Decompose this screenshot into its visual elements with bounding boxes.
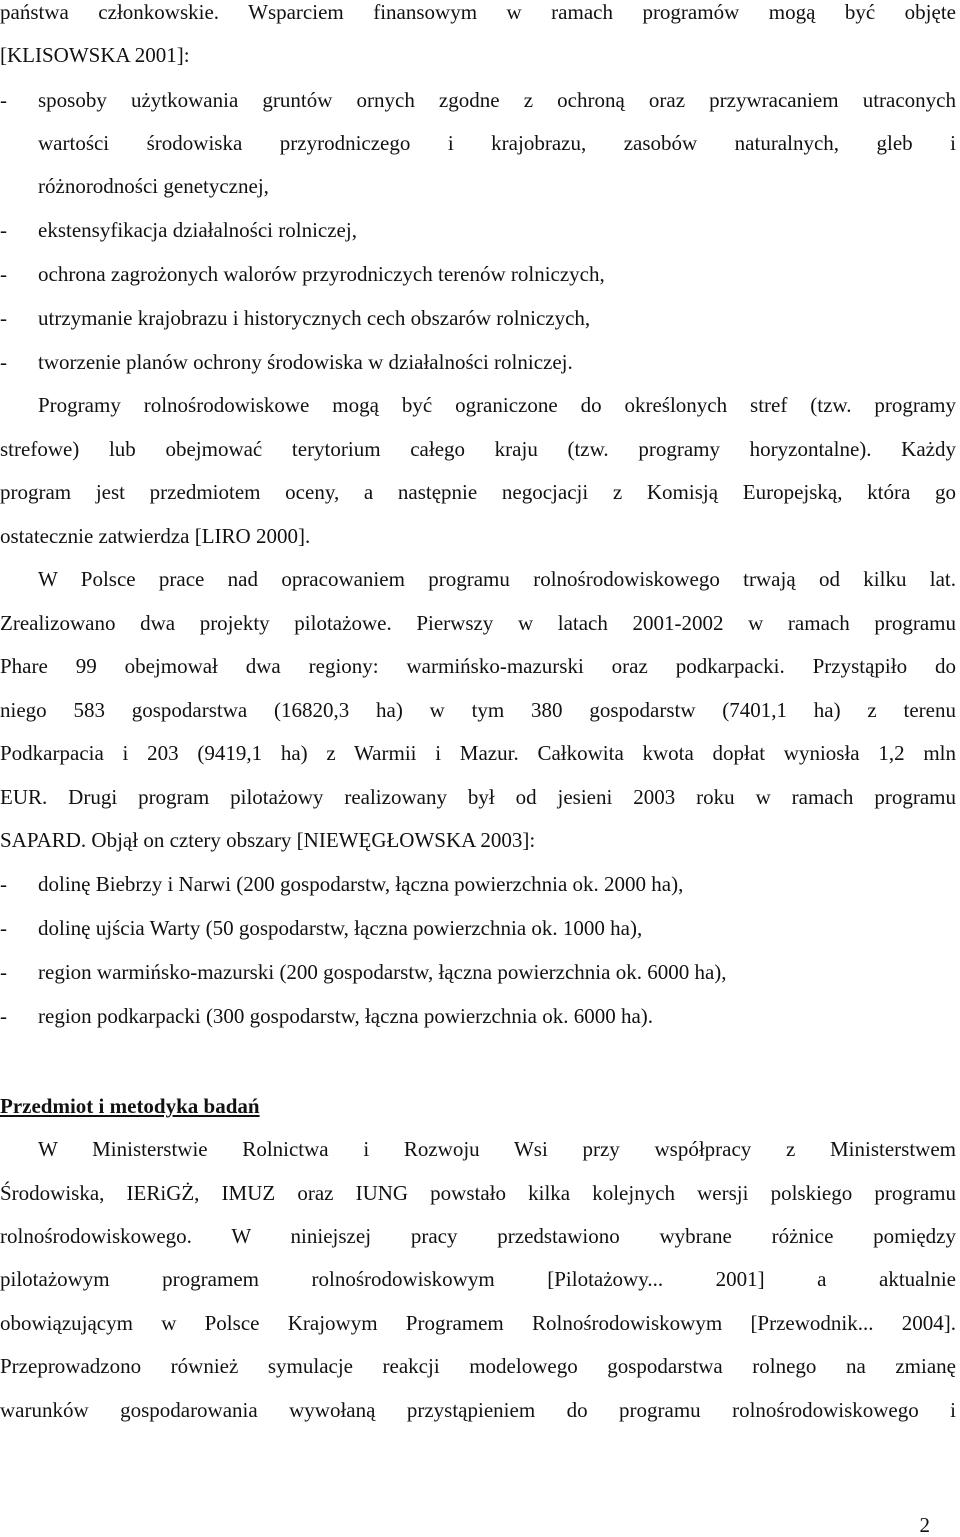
poland-line-3: Phare 99 obejmował dwa regiony: warmińsko-mazurski oraz podkarpacki. Przystąpiło do bbox=[0, 654, 956, 678]
area-list-item: dolinę ujścia Warty (50 gospodarstw, łączna powierzchnia ok. 1000 ha), bbox=[38, 916, 643, 940]
programs-line-4: ostatecznie zatwierdza [LIRO 2000]. bbox=[0, 524, 311, 548]
poland-line-5: Podkarpacia i 203 (9419,1 ha) z Warmii i Mazur. Całkowita kwota dopłat wyniosła 1,2 mln bbox=[0, 741, 956, 765]
list-bullet: - bbox=[0, 350, 7, 374]
list-item-line: ekstensyfikacja działalności rolniczej, bbox=[38, 218, 357, 242]
intro-line-1: państwa członkowskie. Wsparciem finansowym w ramach programów mogą być objęte bbox=[0, 0, 956, 24]
area-list-item: dolinę Biebrzy i Narwi (200 gospodarstw, łączna powierzchnia ok. 2000 ha), bbox=[38, 872, 684, 896]
list-bullet: - bbox=[0, 916, 7, 940]
list-bullet: - bbox=[0, 1004, 7, 1028]
method-line-1: W Ministerstwie Rolnictwa i Rozwoju Wsi przy współpracy z Ministerstwem bbox=[38, 1137, 956, 1161]
list-item-line: tworzenie planów ochrony środowiska w działalności rolniczej. bbox=[38, 350, 573, 374]
section-heading: Przedmiot i metodyka badań bbox=[0, 1094, 260, 1118]
list-bullet: - bbox=[0, 960, 7, 984]
list-item-line: wartości środowiska przyrodniczego i krajobrazu, zasobów naturalnych, gleb i bbox=[38, 131, 956, 155]
intro-line-2: [KLISOWSKA 2001]: bbox=[0, 43, 190, 67]
poland-line-2: Zrealizowano dwa projekty pilotażowe. Pierwszy w latach 2001-2002 w ramach programu bbox=[0, 611, 956, 635]
area-list-item: region podkarpacki (300 gospodarstw, łączna powierzchnia ok. 6000 ha). bbox=[38, 1004, 654, 1028]
method-line-4: pilotażowym programem rolnośrodowiskowym [Pilotażowy... 2001] a aktualnie bbox=[0, 1267, 956, 1291]
programs-line-2: strefowe) lub obejmować terytorium całego kraju (tzw. programy horyzontalne). Każdy bbox=[0, 437, 956, 461]
poland-line-6: EUR. Drugi program pilotażowy realizowany był od jesieni 2003 roku w ramach programu bbox=[0, 785, 956, 809]
programs-line-1: Programy rolnośrodowiskowe mogą być ograniczone do określonych stref (tzw. programy bbox=[38, 393, 956, 417]
poland-line-4: niego 583 gospodarstwa (16820,3 ha) w tym 380 gospodarstw (7401,1 ha) z terenu bbox=[0, 698, 956, 722]
poland-line-1: W Polsce prace nad opracowaniem programu rolnośrodowiskowego trwają od kilku lat. bbox=[38, 567, 956, 591]
list-bullet: - bbox=[0, 218, 7, 242]
method-line-2: Środowiska, IERiGŻ, IMUZ oraz IUNG powstało kilka kolejnych wersji polskiego programu bbox=[0, 1181, 956, 1205]
list-item-line: ochrona zagrożonych walorów przyrodniczych terenów rolniczych, bbox=[38, 262, 605, 286]
method-line-5: obowiązującym w Polsce Krajowym Programem Rolnośrodowiskowym [Przewodnik... 2004]. bbox=[0, 1311, 956, 1335]
list-item-line: utrzymanie krajobrazu i historycznych cech obszarów rolniczych, bbox=[38, 306, 591, 330]
poland-line-7: SAPARD. Objął on cztery obszary [NIEWĘGŁOWSKA 2003]: bbox=[0, 828, 536, 852]
page-number: 2 bbox=[919, 1513, 930, 1537]
list-bullet: - bbox=[0, 262, 7, 286]
list-bullet: - bbox=[0, 306, 7, 330]
list-bullet: - bbox=[0, 88, 7, 112]
programs-line-3: program jest przedmiotem oceny, a następnie negocjacji z Komisją Europejską, która go bbox=[0, 480, 956, 504]
area-list-item: region warmińsko-mazurski (200 gospodarstw, łączna powierzchnia ok. 6000 ha), bbox=[38, 960, 727, 984]
list-bullet: - bbox=[0, 872, 7, 896]
method-line-6: Przeprowadzono również symulacje reakcji modelowego gospodarstwa rolnego na zmianę bbox=[0, 1354, 956, 1378]
list-item-line: sposoby użytkowania gruntów ornych zgodne z ochroną oraz przywracaniem utraconych bbox=[38, 88, 956, 112]
list-item-line: różnorodności genetycznej, bbox=[38, 174, 269, 198]
method-line-3: rolnośrodowiskowego. W niniejszej pracy przedstawiono wybrane różnice pomiędzy bbox=[0, 1224, 956, 1248]
method-line-7: warunków gospodarowania wywołaną przystąpieniem do programu rolnośrodowiskowego i bbox=[0, 1398, 956, 1422]
